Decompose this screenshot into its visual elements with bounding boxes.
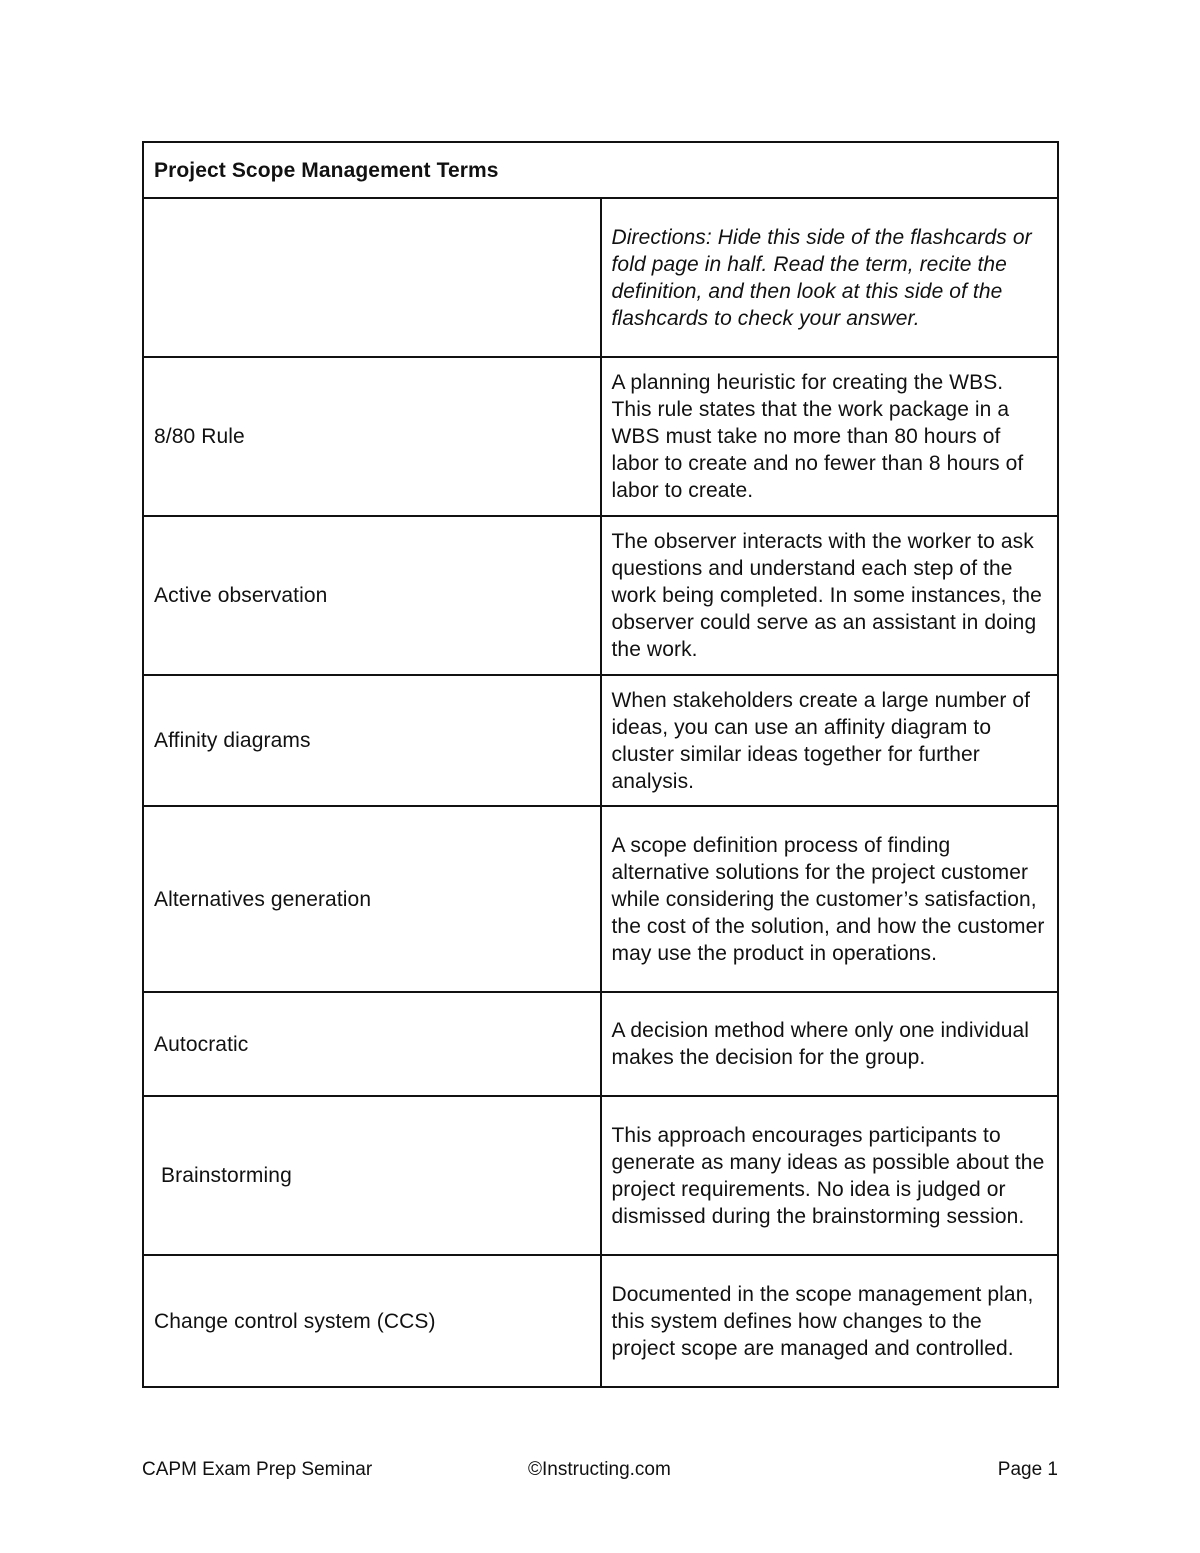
term-cell: Autocratic (143, 992, 601, 1096)
definition-cell: A planning heuristic for creating the WBS. This rule states that the work package in a WBS must take no more than 80 hours of labor to create and no fewer than 8 hours of labor to create. (601, 357, 1059, 516)
term-cell: Alternatives generation (143, 806, 601, 992)
flashcard-sheet (142, 141, 1059, 1388)
footer-course-name: CAPM Exam Prep Seminar (142, 1459, 373, 1480)
directions-text: Directions: Hide this side of the flashcards or fold page in half. Read the term, recite the definition, and then look at this side of the flashcards to check your answer. (601, 198, 1059, 357)
title-row (143, 142, 1058, 198)
table-row (143, 516, 1058, 675)
definition-cell: When stakeholders create a large number of ideas, you can use an affinity diagram to cluster similar ideas together for further analysis. (601, 675, 1059, 806)
table-row (143, 1255, 1058, 1387)
table-row (143, 992, 1058, 1096)
term-cell: Change control system (CCS) (143, 1255, 601, 1387)
term-cell: Affinity diagrams (143, 675, 601, 806)
terms-table (142, 141, 1059, 1388)
definition-cell: Documented in the scope management plan, this system defines how changes to the project scope are managed and controlled. (601, 1255, 1059, 1387)
term-text: Brainstorming (161, 1164, 292, 1187)
table-row (143, 806, 1058, 992)
definition-cell: This approach encourages participants to generate as many ideas as possible about the project requirements. No idea is judged or dismissed during the brainstorming session. (601, 1096, 1059, 1255)
table-row (143, 1096, 1058, 1255)
blank-term-cell (143, 198, 601, 357)
definition-cell: A scope definition process of finding alternative solutions for the project customer while considering the customer’s satisfaction, the cost of the solution, and how the customer may use the product in operations. (601, 806, 1059, 992)
table-title: Project Scope Management Terms (143, 142, 1058, 198)
directions-row (143, 198, 1058, 357)
term-cell (143, 1096, 601, 1255)
footer-copyright: ©Instructing.com (528, 1459, 671, 1480)
table-row (143, 675, 1058, 806)
footer-page-number: Page 1 (997, 1459, 1058, 1480)
definition-cell: The observer interacts with the worker to ask questions and understand each step of the work being completed. In some instances, the observer could serve as an assistant in doing the work. (601, 516, 1059, 675)
definition-cell: A decision method where only one individual makes the decision for the group. (601, 992, 1059, 1096)
term-cell: Active observation (143, 516, 601, 675)
table-row (143, 357, 1058, 516)
term-cell: 8/80 Rule (143, 357, 601, 516)
